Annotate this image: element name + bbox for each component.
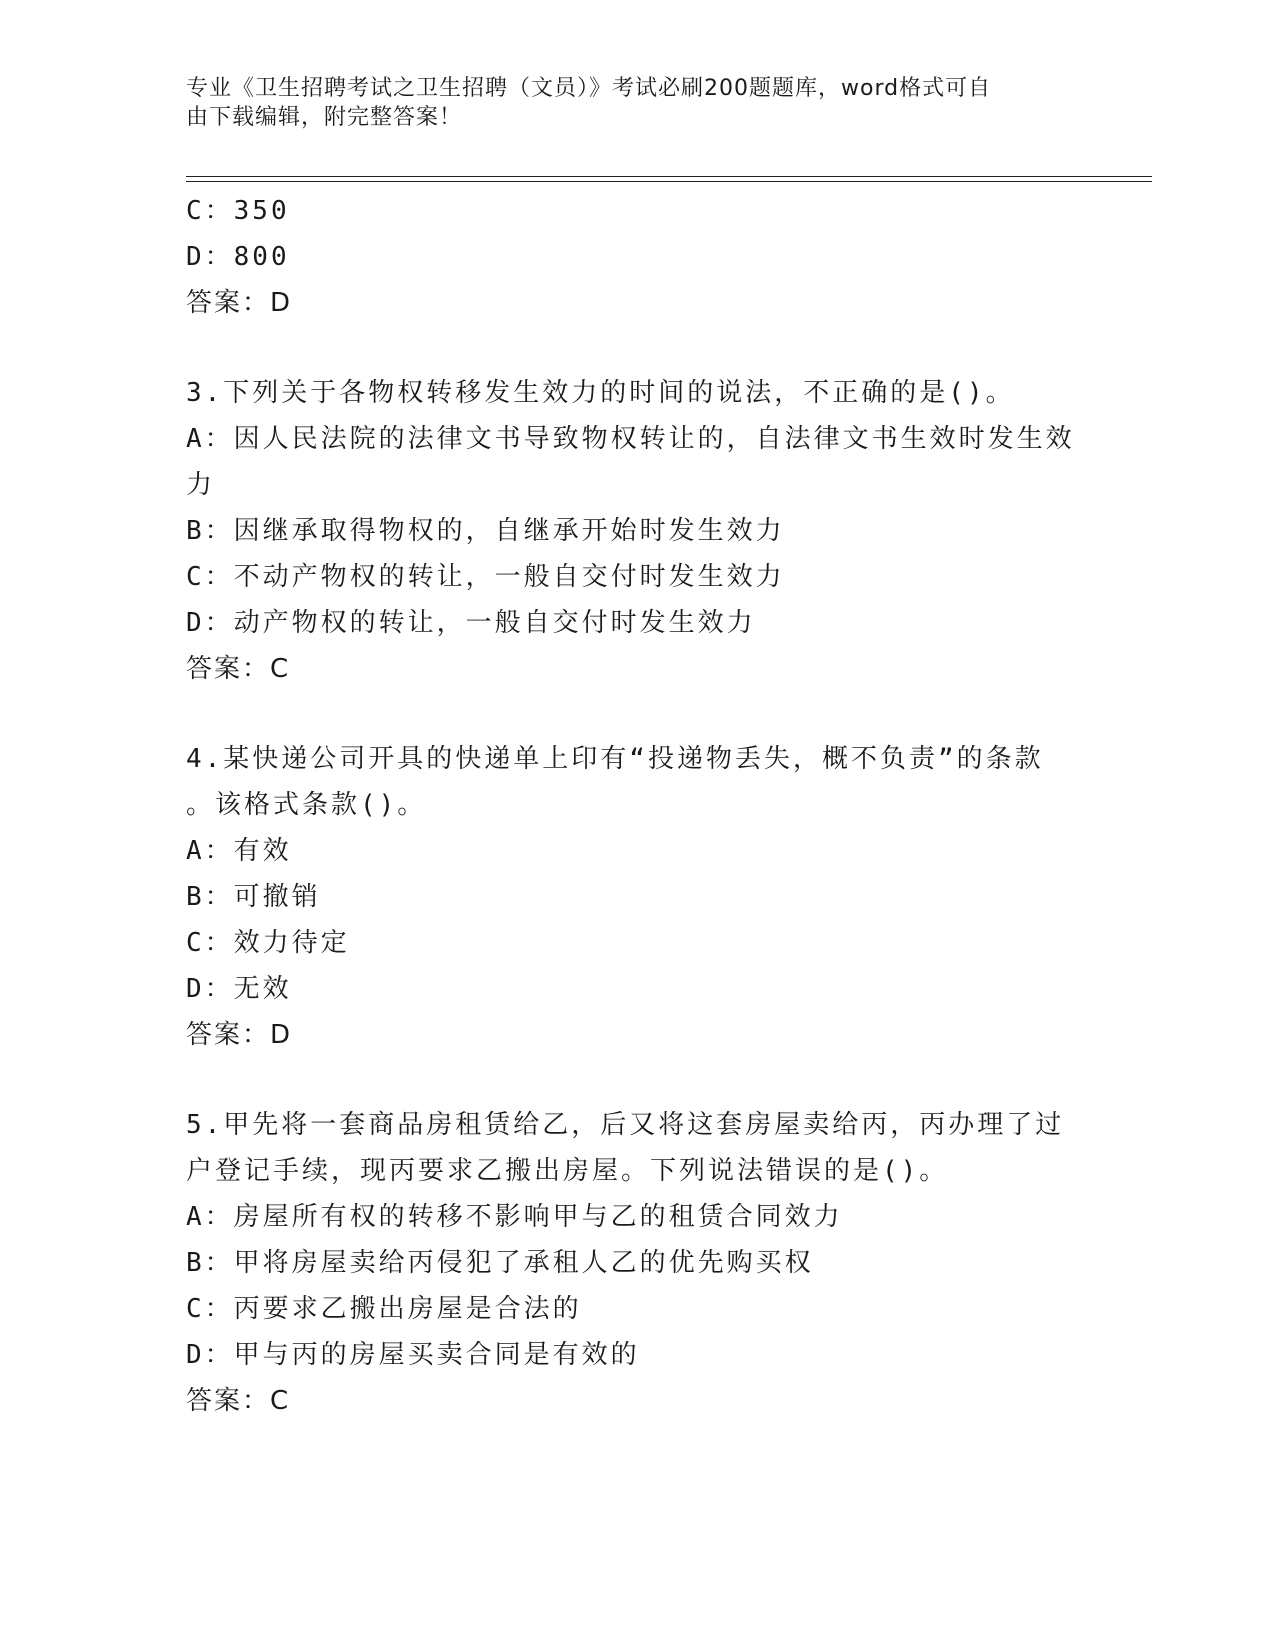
option-a: A：因人民法院的法律文书导致物权转让的，自法律文书生效时发生效 bbox=[186, 424, 1075, 454]
header-divider-bottom bbox=[186, 181, 1152, 182]
option-c: C：不动产物权的转让，一般自交付时发生效力 bbox=[186, 562, 785, 592]
header-line-2: 由下载编辑，附完整答案！ bbox=[186, 105, 463, 130]
question-2-continued bbox=[186, 188, 1066, 326]
option-a: A：有效 bbox=[186, 836, 292, 866]
option-c: C：350 bbox=[186, 196, 290, 226]
question-5 bbox=[186, 1102, 1066, 1424]
question-stem: 4.某快递公司开具的快递单上印有“投递物丢失，概不负责”的条款 bbox=[186, 744, 1044, 774]
option-a-continued: 力 bbox=[186, 470, 216, 500]
question-stem-continued: 。该格式条款()。 bbox=[186, 790, 427, 820]
document-header bbox=[186, 74, 1066, 132]
header-line-1: 专业《卫生招聘考试之卫生招聘（文员）》考试必刷200题题库，word格式可自 bbox=[186, 76, 992, 101]
option-b: B：甲将房屋卖给丙侵犯了承租人乙的优先购买权 bbox=[186, 1248, 814, 1278]
answer: 答案：C bbox=[186, 1386, 291, 1416]
option-b: B：可撤销 bbox=[186, 882, 321, 912]
option-d: D：甲与丙的房屋买卖合同是有效的 bbox=[186, 1340, 640, 1370]
question-stem-continued: 户登记手续，现丙要求乙搬出房屋。下列说法错误的是()。 bbox=[186, 1156, 949, 1186]
option-b: B：因继承取得物权的，自继承开始时发生效力 bbox=[186, 516, 785, 546]
option-d: D：800 bbox=[186, 242, 290, 272]
option-c: C：丙要求乙搬出房屋是合法的 bbox=[186, 1294, 582, 1324]
question-stem: 3.下列关于各物权转移发生效力的时间的说法，不正确的是()。 bbox=[186, 378, 1015, 408]
question-stem: 5.甲先将一套商品房租赁给乙，后又将这套房屋卖给丙，丙办理了过 bbox=[186, 1110, 1065, 1140]
option-a: A：房屋所有权的转移不影响甲与乙的租赁合同效力 bbox=[186, 1202, 843, 1232]
option-c: C：效力待定 bbox=[186, 928, 350, 958]
question-3 bbox=[186, 370, 1075, 692]
option-d: D：动产物权的转让，一般自交付时发生效力 bbox=[186, 608, 756, 638]
answer: 答案：D bbox=[186, 1020, 293, 1050]
answer: 答案：D bbox=[186, 288, 293, 318]
header-divider-top bbox=[186, 176, 1152, 177]
question-list bbox=[186, 188, 1075, 1424]
option-d: D：无效 bbox=[186, 974, 292, 1004]
question-4 bbox=[186, 736, 1066, 1058]
answer: 答案：C bbox=[186, 654, 291, 684]
